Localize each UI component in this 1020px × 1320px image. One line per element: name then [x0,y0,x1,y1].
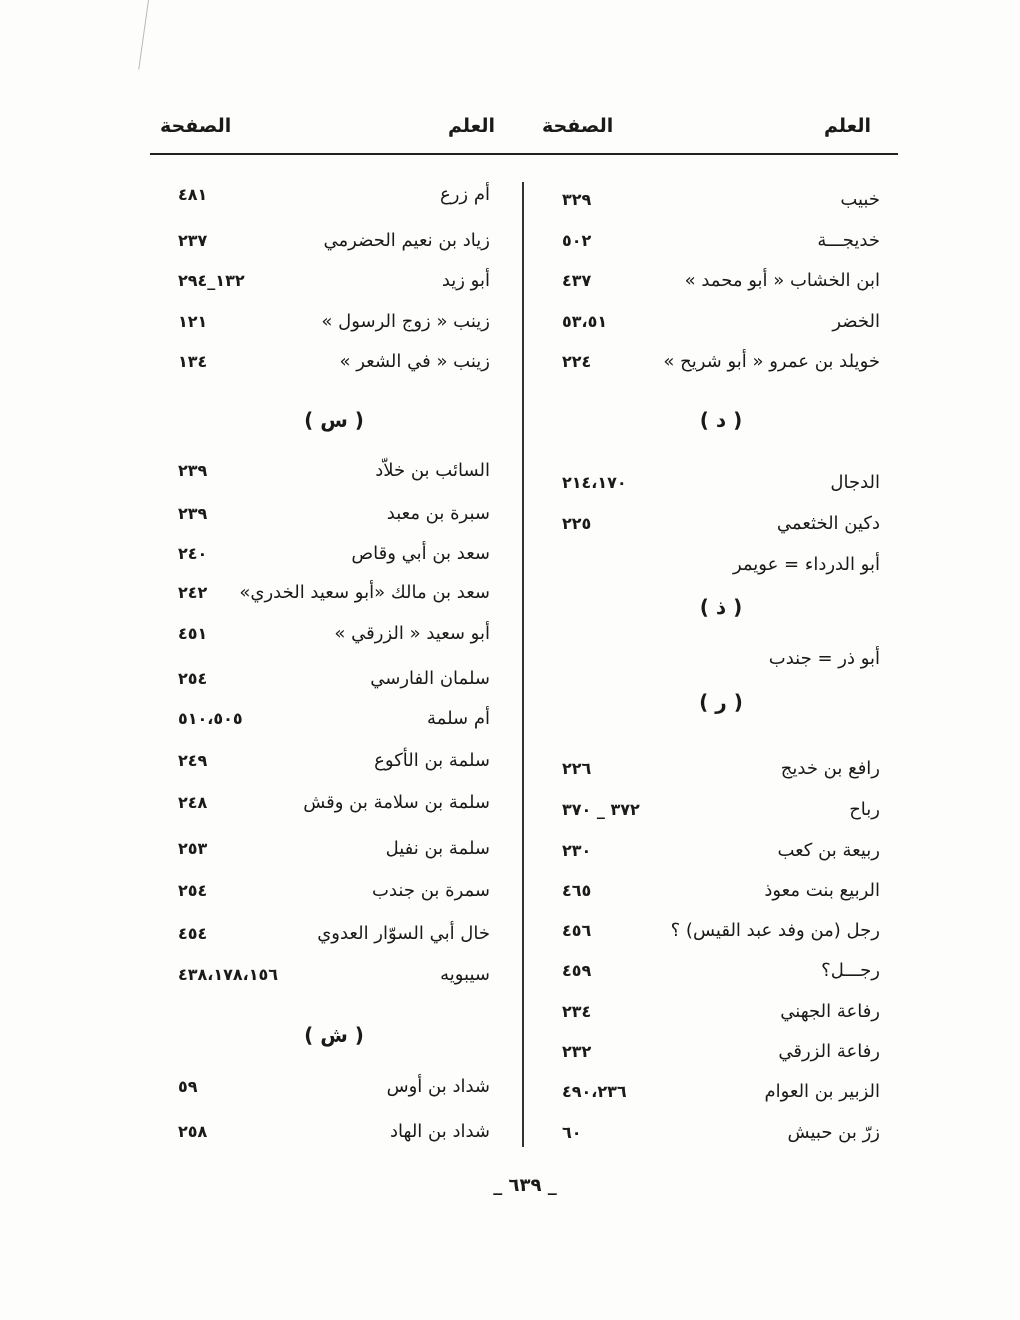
entry-page-ref: ٦٠ [562,1123,582,1142]
entry-page-ref: ٢٣٢ [562,1042,592,1061]
index-entry [562,914,880,948]
index-entry [178,497,490,531]
entry-name: سمرة بن جندب [372,880,490,901]
entry-page-ref: ٤٥١ [178,624,208,643]
section-heading: ( د ) [699,408,743,432]
column-divider [522,182,524,1147]
index-entry [562,642,880,676]
entry-page-ref: ٤٥٤ [178,924,208,943]
index-entry [178,1115,490,1149]
entry-page-ref: ٤٣٨،١٧٨،١٥٦ [178,965,279,984]
entry-page-ref: ٢٥٤ [178,669,208,688]
right-page-heading: الصفحة [542,115,614,137]
entry-name: رباح [849,799,880,820]
index-entry [178,702,490,736]
entry-page-ref: ١٢١ [178,312,208,331]
entry-name: خبيب [840,189,880,210]
index-entry [562,1035,880,1069]
entry-page-ref: ٥٩ [178,1077,198,1096]
index-entry [178,576,490,610]
entry-name: أبو زيد [441,270,490,291]
index-entry [562,183,880,217]
entry-name: الدجال [830,472,880,493]
entry-name: الربيع بنت معوذ [764,880,880,901]
index-entry [562,995,880,1029]
section-heading: ( ش ) [304,1023,364,1047]
index-entry [178,662,490,696]
entry-page-ref: ٢٤٨ [178,793,208,812]
entry-name: رافع بن خديج [780,758,880,779]
entry-name: خويلد بن عمرو « أبو شريح » [663,351,880,372]
entry-page-ref: ٤٨١ [178,185,208,204]
entry-page-ref: ٢٤٩ [178,751,208,770]
entry-page-ref: ٢٣٩ [178,504,208,523]
entry-name: سيبويه [440,964,490,985]
entry-name: أبو سعيد « الزرقي » [334,623,490,644]
index-entry [178,958,490,992]
entry-page-ref: ٢٥٤ [178,881,208,900]
entry-name: الزبير بن العوام [764,1081,880,1102]
scan-edge-mark [138,0,149,69]
entry-page-ref: ٥٣،٥١ [562,312,608,331]
entry-name: زينب « في الشعر » [339,351,490,372]
index-entry [562,507,880,541]
entry-name: سبرة بن معبد [386,503,490,524]
index-entry [178,178,490,212]
entry-name: السائب بن خلاّد [375,460,490,481]
entry-name: الخضر [832,311,880,332]
entry-name: زينب « زوج الرسول » [321,311,490,332]
index-entry [562,1116,880,1150]
entry-page-ref: ٢٤٢ [178,583,208,602]
entry-page-ref: ٢٢٤ [562,352,592,371]
index-entry [562,224,880,258]
index-entry [178,305,490,339]
entry-name: خال أبي السوّار العدوي [317,923,490,944]
index-entry [562,305,880,339]
index-entry [562,874,880,908]
entry-name: زياد بن نعيم الحضرمي [323,230,490,251]
entry-page-ref: ٢٢٦ [562,759,592,778]
left-name-heading: العلم [448,115,496,137]
entry-page-ref: ٢٥٨ [178,1122,208,1141]
index-entry [178,264,490,298]
index-entry [562,264,880,298]
entry-name: ابن الخشاب « أبو محمد » [684,270,880,291]
index-entry [562,345,880,379]
index-entry [562,466,880,500]
index-entry [178,874,490,908]
entry-name: سلمة بن الأكوع [374,750,490,771]
entry-name: دكين الخثعمي [776,513,880,534]
index-entry [178,786,490,820]
entry-page-ref: ٣٧٢ _ ٣٧٠ [562,800,640,819]
index-entry [178,917,490,951]
index-entry [178,454,490,488]
section-heading: ( ر ) [699,690,743,714]
left-page-heading: الصفحة [160,115,232,137]
index-entry [178,345,490,379]
entry-page-ref: ١٣٢_٢٩٤ [178,271,245,290]
index-entry [178,617,490,651]
header-rule [150,153,898,155]
entry-name: رجـــل؟ [821,960,880,981]
entry-page-ref: ٢١٤،١٧٠ [562,473,627,492]
entry-name: شداد بن الهاد [390,1121,490,1142]
entry-page-ref: ٥٠٢ [562,231,592,250]
entry-page-ref: ٢٣٠ [562,841,592,860]
index-entry [562,548,880,582]
index-entry [178,744,490,778]
entry-name: زرّ بن حبيش [787,1122,880,1143]
entry-name: سلمان الفارسي [370,668,490,689]
entry-page-ref: ٣٢٩ [562,190,592,209]
entry-page-ref: ٤٦٥ [562,881,592,900]
entry-page-ref: ٤٥٩ [562,961,592,980]
entry-page-ref: ٢٥٣ [178,839,208,858]
entry-name: رفاعة الزرقي [778,1041,880,1062]
entry-page-ref: ٢٣٧ [178,231,208,250]
entry-page-ref: ٢٣٤ [562,1002,592,1021]
entry-page-ref: ٢٢٥ [562,514,592,533]
entry-name: أم زرع [440,184,490,205]
index-entry [178,832,490,866]
index-entry [562,793,880,827]
index-entry [562,954,880,988]
entry-page-ref: ٤٣٧ [562,271,592,290]
entry-name: سعد بن مالك «أبو سعيد الخدري» [239,582,490,603]
entry-name: رفاعة الجهني [780,1001,880,1022]
page-number: _ ٦٣٩ _ [493,1175,557,1196]
index-entry [562,1075,880,1109]
index-entry [178,224,490,258]
entry-name: أبو ذر = جندب [768,648,880,669]
entry-page-ref: ٤٥٦ [562,921,592,940]
entry-name: أم سلمة [427,708,490,729]
entry-page-ref: ٢٣٩ [178,461,208,480]
entry-page-ref: ١٣٤ [178,352,208,371]
entry-page-ref: ٤٩٠،٢٣٦ [562,1082,627,1101]
right-name-heading: العلم [824,115,872,137]
index-entry [562,752,880,786]
entry-name: سلمة بن سلامة بن وقش [303,792,490,813]
entry-name: سلمة بن نفيل [385,838,490,859]
entry-name: ربيعة بن كعب [777,840,880,861]
index-entry [178,537,490,571]
entry-page-ref: ٥١٠،٥٠٥ [178,709,243,728]
section-heading: ( ذ ) [699,595,743,619]
entry-name: خديجـــة [817,230,880,251]
entry-name: رجل (من وفد عبد القيس) ؟ [670,920,880,941]
index-entry [562,834,880,868]
entry-name: سعد بن أبي وقاص [351,543,490,564]
entry-name: أبو الدرداء = عويمر [732,554,880,575]
section-heading: ( س ) [304,408,364,432]
entry-page-ref: ٢٤٠ [178,544,208,563]
entry-name: شداد بن أوس [386,1076,490,1097]
index-entry [178,1070,490,1104]
